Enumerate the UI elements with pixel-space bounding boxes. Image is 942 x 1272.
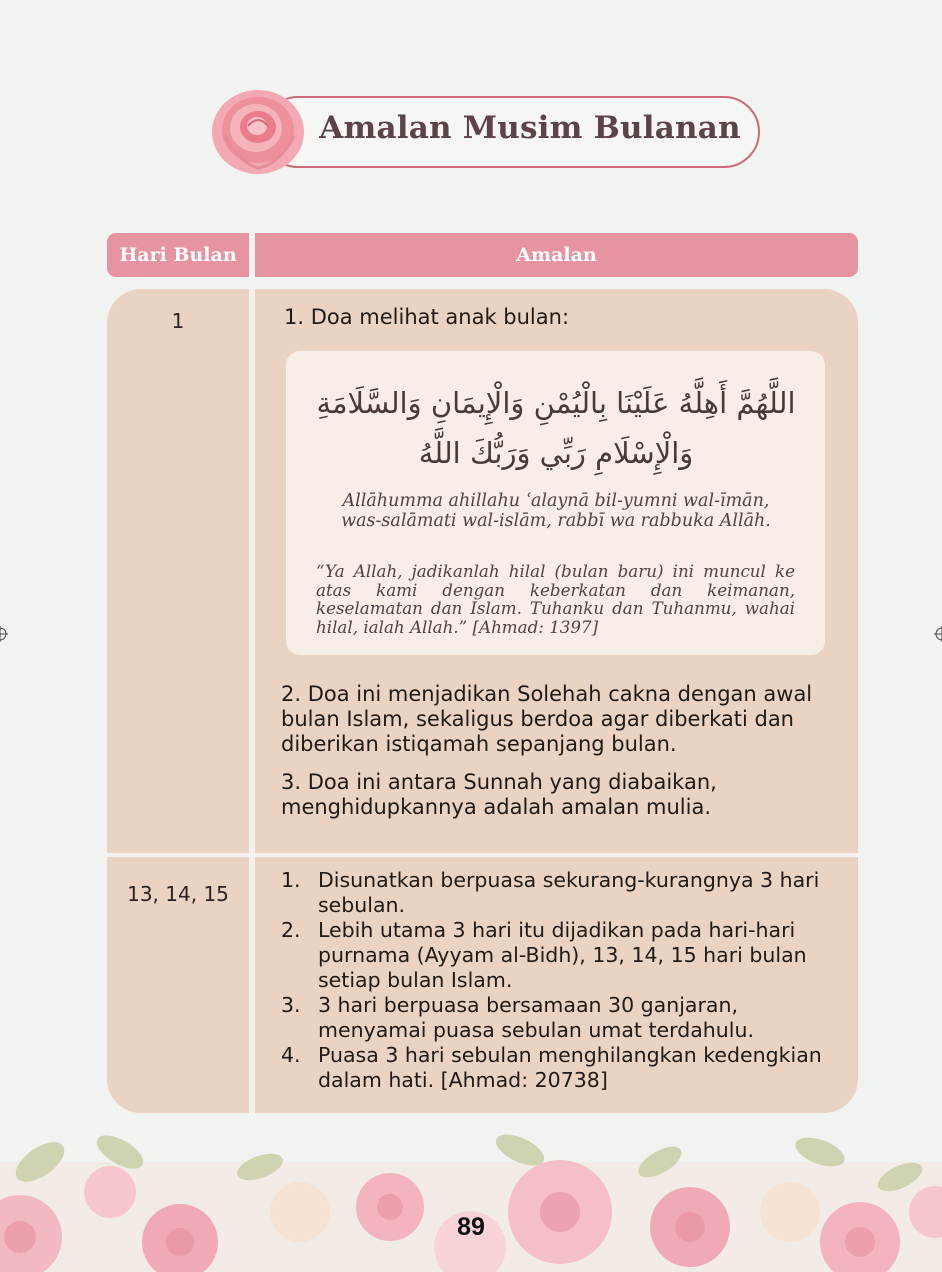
dua-arabic-line-1: اللَّهُمَّ أَهِلَّهُ عَلَيْنَا بِالْيُمْنِ وَالْإِيمَانِ وَالسَّلَامَةِ [316,386,796,420]
transliteration-line-2: was-salāmati wal-islām, rabbī wa rabbuka Allāh. [341,511,771,531]
row1-point-3: 3. Doa ini antara Sunnah yang diabaikan, menghidupkannya adalah amalan mulia. [281,770,717,819]
list-item [281,1043,826,1093]
registration-mark-icon [0,626,8,642]
dua-arabic [300,378,812,478]
column-divider [249,289,255,1113]
column-header-day: Hari Bulan [107,233,249,277]
dua-transliteration [300,491,812,531]
row-day-2: 13, 14, 15 [127,882,229,906]
row1-point-2: 2. Doa ini menjadikan Solehah cakna dengan awal bulan Islam, sekaligus berdoa agar diberkati dan diberikan istiqamah sepanjang bulan. [281,682,813,756]
list-item-number: 2. [281,918,301,942]
list-item-text: Disunatkan berpuasa sekurang-kurangnya 3 hari sebulan. [318,868,820,917]
list-item-text: Puasa 3 hari sebulan menghilangkan kedengkian dalam hati. [Ahmad: 20738] [318,1043,822,1092]
floral-border [0,1122,942,1272]
registration-mark-icon [934,626,942,642]
page-number: 89 [457,1213,485,1241]
page-title: Amalan Musim Bulanan [319,110,741,146]
list-item-text: Lebih utama 3 hari itu dijadikan pada hari-hari purnama (Ayyam al-Bidh), 13, 14, 15 hari bulan setiap bulan Islam. [318,918,807,992]
dua-arabic-line-2: وَالْإِسْلَامِ رَبِّي وَرَبُّكَ اللَّهُ [418,436,694,470]
row-day-1: 1 [171,309,185,333]
dua-translation: “Ya Allah, jadikanlah hilal (bulan baru) ini muncul ke atas kami dengan keberkatan dan keimanan, keselamatan dan Islam. Tuhanku dan Tuhanmu, wahai hilal, ialah Allah.” [Ahmad: 1397] [316,561,795,638]
list-item [281,993,826,1043]
column-header-amalan: Amalan [255,233,858,277]
list-item-number: 4. [281,1043,301,1067]
row1-intro: 1. Doa melihat anak bulan: [284,305,570,329]
row2-list [281,868,826,1093]
list-item-number: 3. [281,993,301,1017]
rose-icon [208,84,308,176]
list-item-number: 1. [281,868,301,892]
transliteration-line-1: Allāhumma ahillahu ʿalaynā bil-yumni wal-īmān, [342,491,770,511]
row-divider [107,853,858,857]
list-item-text: 3 hari berpuasa bersamaan 30 ganjaran, menyamai puasa sebulan umat terdahulu. [318,993,754,1042]
list-item [281,868,826,918]
list-item [281,918,826,993]
